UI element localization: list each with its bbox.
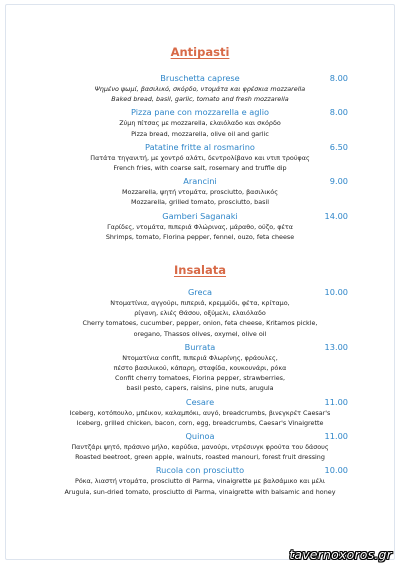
menu-item-bruschetta	[6, 73, 394, 104]
menu-item-gamberi	[6, 211, 394, 242]
item-desc-line: Confit cherry tomatoes, Florina pepper, strawberries,	[114, 374, 286, 383]
item-price: 11.00	[324, 431, 348, 442]
menu-item-rucola	[6, 465, 394, 496]
item-desc-line: Ρόκα, λιαστή ντομάτα, prosciutto di Parma, vinaigrette με βαλσάμικο και μέλι	[74, 477, 326, 486]
item-desc-line: ρίγανη, ελιές Θάσου, οξύμελι, ελαιόλαδο	[134, 309, 266, 318]
item-desc-english: Baked bread, basil, garlic, tomato and fresh mozzarella	[111, 95, 289, 104]
item-desc-line: Cherry tomatoes, cucumber, pepper, onion, feta cheese, Kritamos pickle,	[82, 319, 318, 328]
item-name: Patatine fritte al rosmarino	[145, 141, 255, 152]
menu-page	[5, 4, 395, 560]
menu-item-quinoa	[6, 431, 394, 462]
menu-item-arancini	[6, 176, 394, 207]
item-desc-english: Mozzarella, grilled tomato, prosciutto, basil	[130, 198, 270, 207]
item-desc-line: Ντοματίνια, αγγούρι, πιπεριά, κρεμμύδι, φέτα, κρίταμο,	[110, 299, 290, 307]
item-desc-line: Roasted beetroot, green apple, walnuts, roasted manouri, forest fruit dressing	[75, 453, 325, 462]
item-name: Greca	[187, 287, 213, 297]
menu-item-cesare	[6, 397, 394, 428]
item-desc-line: Iceberg, grilled chicken, bacon, corn, egg, breadcrumbs, Caesar's Vinaigrette	[76, 418, 324, 427]
item-desc-english: Pizza bread, mozzarella, olive oil and garlic	[131, 129, 269, 138]
site-watermark: tavernoxoros.gr	[289, 547, 392, 562]
menu-item-pizza-pane	[6, 107, 394, 138]
item-desc-line: oregano, Thassos olives, oxymel, olive oil	[133, 329, 267, 338]
item-price: 8.00	[329, 73, 348, 83]
item-desc-line: Παντζάρι ψητό, πράσινο μήλο, καρύδια, μανούρι, ντρέσινγκ φρούτα του δάσους	[71, 443, 329, 452]
menu-item-patatine	[6, 142, 394, 173]
menu-item-greca	[6, 287, 394, 339]
item-desc-greek: Ζύμη πίτσας με mozzarella, ελαιόλαδο και σκόρδο	[119, 119, 281, 128]
item-desc-greek: Ψημένο ψωμί, βασιλικό, σκόρδο, ντομάτα και φρέσκια mozzarella	[94, 85, 306, 93]
item-desc-line: Iceberg, κοτόπουλο, μπέικον, καλαμπόκι, αυγό, breadcrumbs, βινεγκρέτ Caesar's	[69, 408, 331, 417]
item-price: 6.50	[329, 141, 348, 152]
item-name: Bruschetta caprese	[160, 73, 240, 83]
item-price: 13.00	[324, 341, 348, 352]
item-price: 8.00	[329, 107, 348, 118]
insalata-list	[6, 287, 394, 500]
item-price: 14.00	[324, 210, 348, 221]
item-name: Cesare	[185, 396, 215, 407]
item-desc-greek: Πατάτα τηγανιτή, με χοντρό αλάτι, δεντρολίβανο και ντιπ τρούφας	[90, 153, 310, 162]
item-name: Arancini	[183, 176, 217, 187]
item-desc-english: French fries, with coarse salt, rosemary and truffle dip	[113, 164, 287, 173]
section-title-antipasti: Antipasti	[170, 45, 230, 59]
item-name: Pizza pane con mozzarella e aglio	[131, 107, 269, 118]
item-desc-line: πέστο βασιλικού, κάπαρη, σταφίδα, κουκουνάρι, ρόκα	[113, 364, 287, 373]
item-name: Rucola con prosciutto	[155, 465, 245, 476]
item-desc-line: Ντοματίνια confit, πιπεριά Φλωρίνης, φράουλες,	[122, 353, 278, 362]
item-desc-greek: Γαρίδες, ντομάτα, πιπεριά Φλώρινας, μάραθο, ούζο, φέτα	[107, 222, 293, 231]
item-desc-english: Shrimps, tomato, Florina pepper, fennel, ouzo, feta cheese	[105, 232, 295, 241]
item-name: Burrata	[184, 341, 216, 352]
item-price: 10.00	[324, 465, 348, 476]
item-desc-line: basil pesto, capers, raisins, pine nuts, arugula	[126, 384, 274, 393]
section-title-insalata: Insalata	[173, 263, 227, 277]
antipasti-list	[6, 73, 394, 245]
item-price: 9.00	[329, 176, 348, 187]
item-name: Quinoa	[185, 431, 215, 442]
item-price: 11.00	[324, 396, 348, 407]
item-name: Gamberi Saganaki	[162, 210, 238, 221]
item-price: 10.00	[324, 287, 348, 297]
menu-item-burrata	[6, 342, 394, 394]
item-desc-greek: Mozzarella, ψητή ντομάτα, prosciutto, βασιλικός	[122, 188, 278, 197]
item-desc-line: Arugula, sun-dried tomato, prosciutto di Parma, vinaigrette with balsamic and honey	[64, 487, 336, 496]
